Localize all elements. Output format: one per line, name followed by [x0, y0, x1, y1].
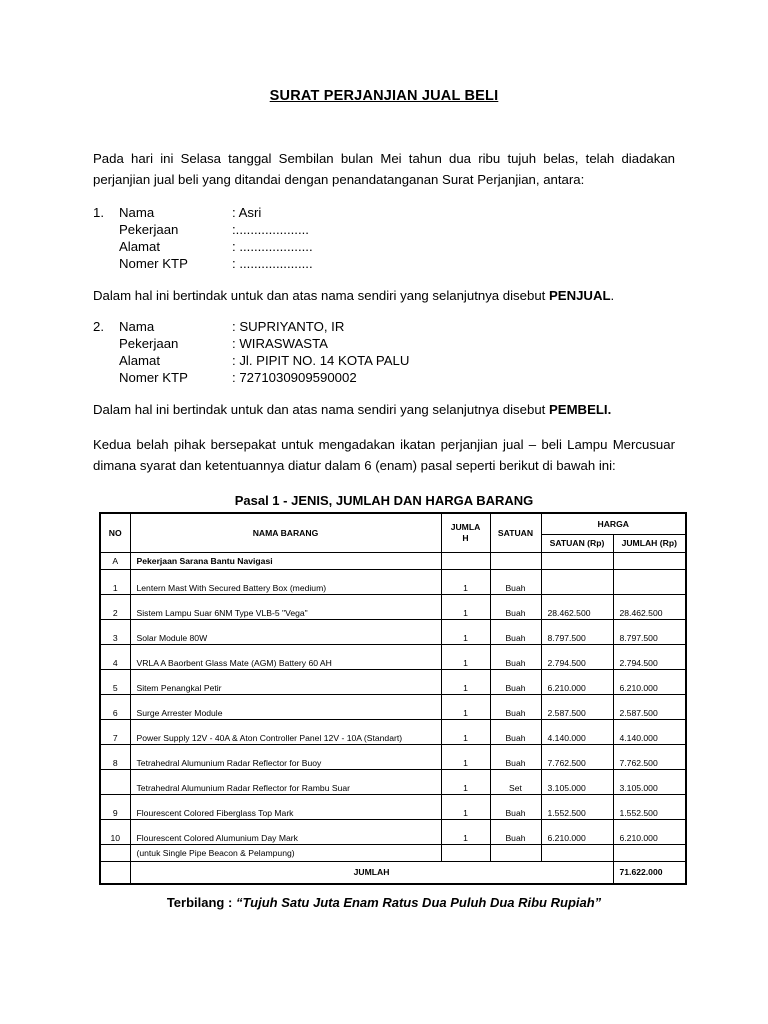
- item-no: 5: [100, 669, 130, 694]
- item-total: 2.794.500: [613, 644, 686, 669]
- section-code: A: [100, 552, 130, 569]
- item-name: Sitem Penangkal Petir: [130, 669, 441, 694]
- item-no: 7: [100, 719, 130, 744]
- table-row: [100, 769, 686, 794]
- section-name: Pekerjaan Sarana Bantu Navigasi: [130, 552, 441, 569]
- item-qty: 1: [441, 594, 490, 619]
- note-row: [100, 844, 686, 861]
- party-1-address-label: Alamat: [119, 239, 161, 254]
- party-1-ktp-label: Nomer KTP: [119, 256, 188, 271]
- party-1-name-value: : Asri: [232, 205, 262, 220]
- party-2-statement-text: Dalam hal ini bertindak untuk dan atas nama sendiri yang selanjutnya disebut: [93, 402, 549, 417]
- header-no: NO: [100, 513, 130, 552]
- item-total: 4.140.000: [613, 719, 686, 744]
- item-unit: Buah: [490, 719, 541, 744]
- header-harga-satuan: SATUAN (Rp): [541, 534, 613, 552]
- header-satuan: SATUAN: [490, 513, 541, 552]
- party-2-address-value: : Jl. PIPIT NO. 14 KOTA PALU: [232, 353, 410, 368]
- party-1-job-value: :....................: [232, 222, 309, 237]
- item-no: 6: [100, 694, 130, 719]
- header-harga: HARGA: [541, 513, 686, 534]
- item-qty: 1: [441, 644, 490, 669]
- item-unit: Set: [490, 769, 541, 794]
- item-price: 1.552.500: [541, 794, 613, 819]
- terbilang-value: “Tujuh Satu Juta Enam Ratus Dua Puluh Dua Ribu Rupiah”: [235, 895, 602, 910]
- party-1-role-suffix: .: [610, 288, 615, 303]
- item-unit: Buah: [490, 594, 541, 619]
- table-row: [100, 719, 686, 744]
- item-total: 8.797.500: [613, 619, 686, 644]
- party-2-ktp-label: Nomer KTP: [119, 370, 188, 385]
- party-2-name-label: Nama: [119, 319, 155, 334]
- item-price: 4.140.000: [541, 719, 613, 744]
- item-unit: Buah: [490, 569, 541, 594]
- item-name: Flourescent Colored Fiberglass Top Mark: [130, 794, 441, 819]
- item-qty: 1: [441, 744, 490, 769]
- item-total: 2.587.500: [613, 694, 686, 719]
- items-table: [99, 512, 687, 885]
- item-unit: Buah: [490, 644, 541, 669]
- item-unit: Buah: [490, 619, 541, 644]
- item-qty: 1: [441, 669, 490, 694]
- item-price: 7.762.500: [541, 744, 613, 769]
- item-name: Sistem Lampu Suar 6NM Type VLB-5 "Vega": [130, 594, 441, 619]
- item-price: 6.210.000: [541, 819, 613, 844]
- party-2-job-value: : WIRASWASTA: [232, 336, 328, 351]
- item-name: Power Supply 12V - 40A & Aton Controller Panel 12V - 10A (Standart): [130, 719, 441, 744]
- item-unit: Buah: [490, 819, 541, 844]
- item-price: 2.587.500: [541, 694, 613, 719]
- party-2-job-label: Pekerjaan: [119, 336, 179, 351]
- item-name: Surge Arrester Module: [130, 694, 441, 719]
- party-1-statement-text: Dalam hal ini bertindak untuk dan atas nama sendiri yang selanjutnya disebut: [93, 288, 549, 303]
- table-row: [100, 744, 686, 769]
- header-nama-barang: NAMA BARANG: [130, 513, 441, 552]
- item-unit: Buah: [490, 694, 541, 719]
- terbilang-label: Terbilang :: [166, 895, 236, 910]
- item-qty: 1: [441, 569, 490, 594]
- table-row: [100, 819, 686, 844]
- item-unit: Buah: [490, 669, 541, 694]
- item-qty: 1: [441, 819, 490, 844]
- item-name: Tetrahedral Alumunium Radar Reflector for Rambu Suar: [130, 769, 441, 794]
- item-price: 8.797.500: [541, 619, 613, 644]
- table-row: [100, 794, 686, 819]
- header-jumlah: JUMLA H: [441, 513, 490, 552]
- item-qty: 1: [441, 694, 490, 719]
- party-1-job-label: Pekerjaan: [119, 222, 179, 237]
- table-row: [100, 694, 686, 719]
- table-row: [100, 619, 686, 644]
- agreement-paragraph: Kedua belah pihak bersepakat untuk mengadakan ikatan perjanjian jual – beli Lampu Mercusuar dimana syarat dan ketentuannya diatur dalam 6 (enam) pasal seperti berikut di bawah ini:: [93, 437, 675, 473]
- item-qty: 1: [441, 769, 490, 794]
- document-title: SURAT PERJANJIAN JUAL BELI: [269, 88, 499, 104]
- party-2-role: PEMBELI.: [548, 402, 612, 417]
- item-total: 6.210.000: [613, 669, 686, 694]
- item-name: Lentern Mast With Secured Battery Box (medium): [130, 569, 441, 594]
- item-total: 3.105.000: [613, 769, 686, 794]
- item-name: Flourescent Colored Alumunium Day Mark: [130, 819, 441, 844]
- item-price: 6.210.000: [541, 669, 613, 694]
- item-total: 1.552.500: [613, 794, 686, 819]
- party-2-address-label: Alamat: [119, 353, 161, 368]
- table-row: [100, 594, 686, 619]
- section-row: [100, 552, 686, 569]
- party-2-statement: [93, 399, 675, 420]
- item-no: 8: [100, 744, 130, 769]
- item-no: 9: [100, 794, 130, 819]
- item-no: 10: [100, 819, 130, 844]
- note-text: (untuk Single Pipe Beacon & Pelampung): [130, 844, 441, 861]
- item-name: VRLA A Baorbent Glass Mate (AGM) Battery 60 AH: [130, 644, 441, 669]
- total-label: JUMLAH: [130, 861, 613, 884]
- party-1-name-label: Nama: [119, 205, 155, 220]
- table-row: [100, 644, 686, 669]
- table-row: [100, 669, 686, 694]
- party-1-ktp-value: : ....................: [232, 256, 313, 271]
- header-harga-jumlah: JUMLAH (Rp): [613, 534, 686, 552]
- terbilang-line: [0, 895, 768, 910]
- item-total: 7.762.500: [613, 744, 686, 769]
- item-qty: 1: [441, 719, 490, 744]
- party-1-role: PENJUAL: [548, 288, 611, 303]
- party-1-statement: [93, 285, 675, 306]
- item-price: [541, 569, 613, 594]
- item-unit: Buah: [490, 794, 541, 819]
- item-qty: 1: [441, 794, 490, 819]
- item-price: 28.462.500: [541, 594, 613, 619]
- total-value: 71.622.000: [613, 861, 686, 884]
- pasal-1-title: Pasal 1 - JENIS, JUMLAH DAN HARGA BARANG: [234, 493, 534, 508]
- party-1-address-value: : ....................: [232, 239, 313, 254]
- item-total: 6.210.000: [613, 819, 686, 844]
- party-2-ktp-value: : 7271030909590002: [232, 370, 357, 385]
- item-price: 2.794.500: [541, 644, 613, 669]
- item-price: 3.105.000: [541, 769, 613, 794]
- item-qty: 1: [441, 619, 490, 644]
- item-name: Tetrahedral Alumunium Radar Reflector for Buoy: [130, 744, 441, 769]
- item-no: 1: [100, 569, 130, 594]
- party-2-name-value: : SUPRIYANTO, IR: [232, 319, 345, 334]
- party-2-number: 2.: [93, 319, 104, 334]
- party-1-number: 1.: [93, 205, 104, 220]
- item-no: [100, 769, 130, 794]
- item-total: [613, 569, 686, 594]
- total-row: [100, 861, 686, 884]
- intro-paragraph: Pada hari ini Selasa tanggal Sembilan bulan Mei tahun dua ribu tujuh belas, telah diadakan perjanjian jual beli yang ditandai dengan penandatanganan Surat Perjanjian, antara:: [93, 151, 675, 187]
- item-no: 4: [100, 644, 130, 669]
- item-unit: Buah: [490, 744, 541, 769]
- item-no: 2: [100, 594, 130, 619]
- item-no: 3: [100, 619, 130, 644]
- item-total: 28.462.500: [613, 594, 686, 619]
- item-name: Solar Module 80W: [130, 619, 441, 644]
- table-row: [100, 569, 686, 594]
